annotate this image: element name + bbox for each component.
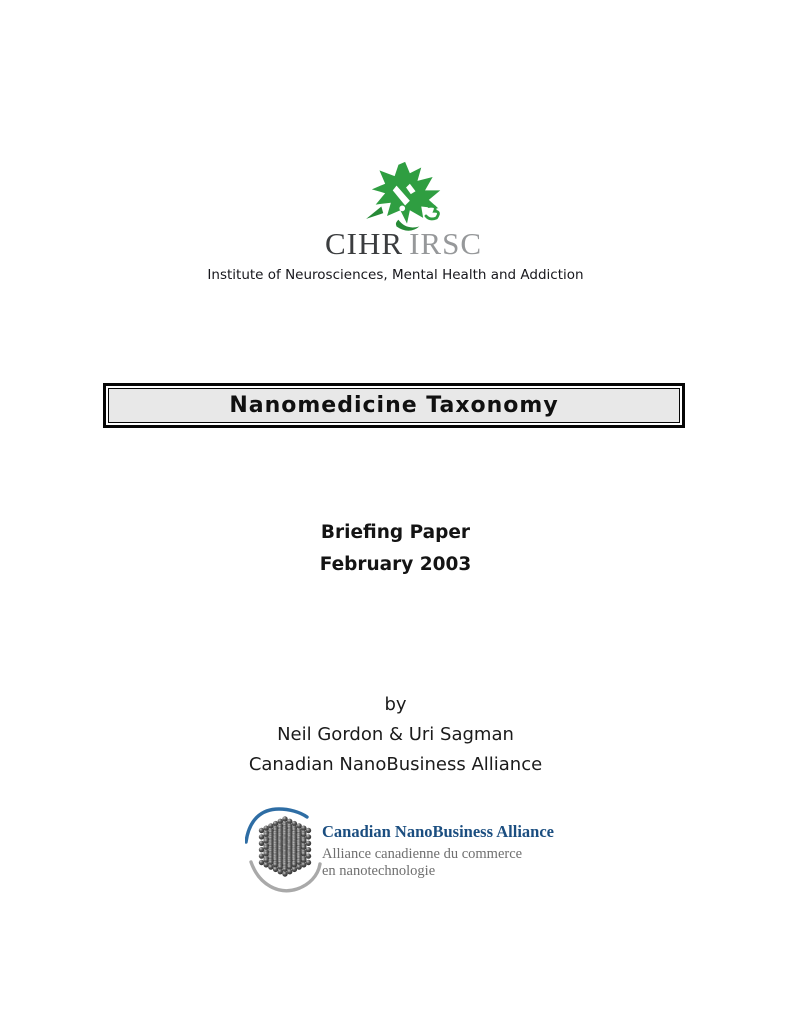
title-box-inner bbox=[108, 388, 680, 423]
cnba-name-fr-line1: Alliance canadienne du commerce bbox=[322, 846, 523, 862]
byline-block bbox=[0, 690, 791, 780]
subtitle-line2: February 2003 bbox=[319, 554, 472, 575]
cnba-name-en: Canadian NanoBusiness Alliance bbox=[322, 822, 554, 841]
cnba-logo bbox=[245, 806, 575, 904]
cihr-wordmark-en: CIHR bbox=[325, 226, 404, 261]
cnba-text bbox=[322, 822, 554, 880]
cihr-wordmark bbox=[0, 227, 791, 261]
document-title: Nanomedicine Taxonomy bbox=[229, 393, 559, 418]
nano-cube-icon bbox=[245, 806, 325, 904]
title-box bbox=[103, 383, 685, 428]
cihr-wordmark-fr: IRSC bbox=[409, 226, 482, 261]
subtitle-line1: Briefing Paper bbox=[320, 522, 471, 543]
sphere-lattice bbox=[259, 816, 311, 876]
maple-leaf-icon bbox=[351, 159, 463, 235]
subtitle-block bbox=[0, 517, 791, 581]
cnba-name-fr-line2: en nanotechnologie bbox=[322, 863, 436, 879]
byline-authors: Neil Gordon & Uri Sagman bbox=[277, 724, 514, 745]
byline-organization: Canadian NanoBusiness Alliance bbox=[248, 754, 543, 775]
institute-line: Institute of Neurosciences, Mental Health and Addiction bbox=[207, 267, 584, 283]
byline-prefix: by bbox=[384, 694, 407, 715]
